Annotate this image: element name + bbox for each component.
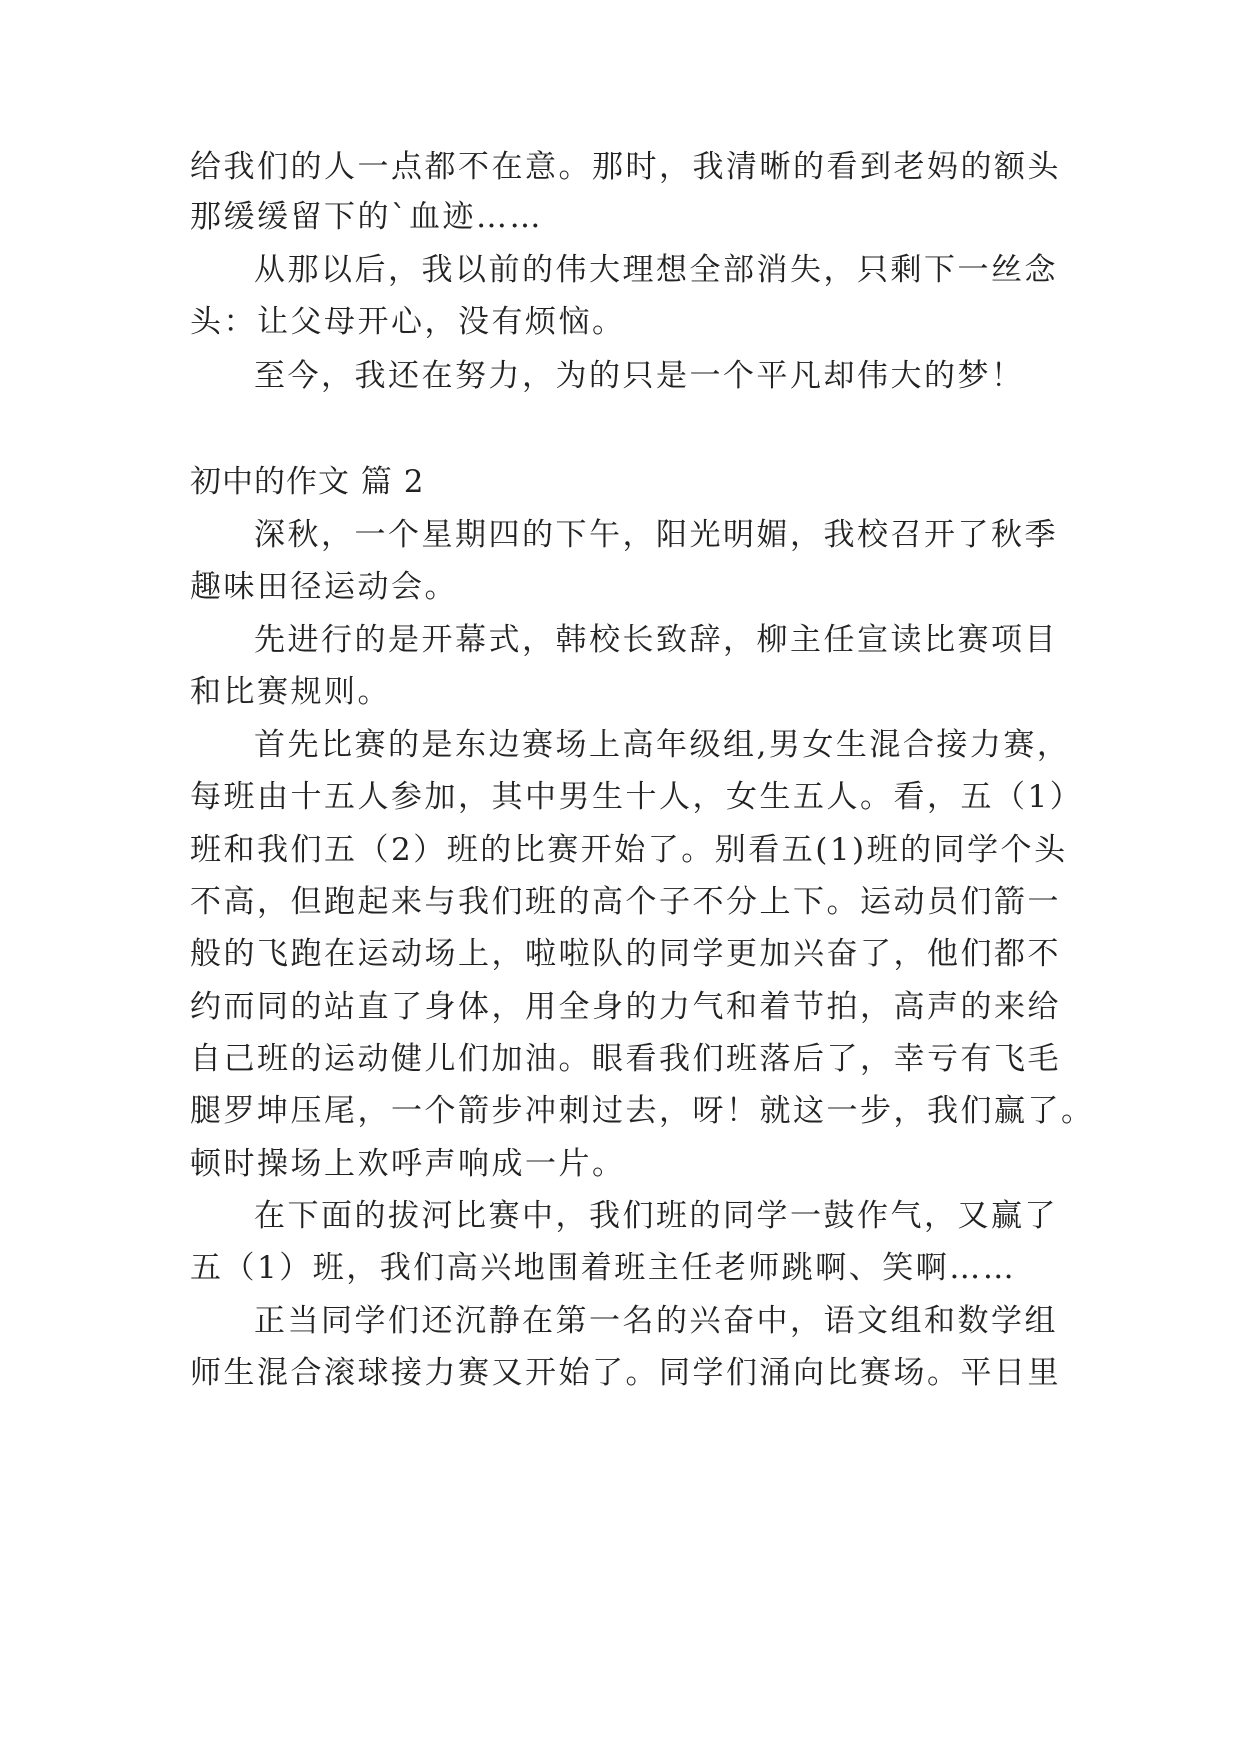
paragraph-start: 正当同学们还沉静在第一名的兴奋中，语文组和数学组 xyxy=(254,1303,1058,1339)
text-line: 趣味田径运动会。 xyxy=(190,569,458,605)
text-line: 和比赛规则。 xyxy=(190,674,391,710)
text-line: 班和我们五（2）班的比赛开始了。别看五(1)班的同学个头 xyxy=(190,832,1068,868)
text-line: 顿时操场上欢呼声响成一片。 xyxy=(190,1146,626,1182)
text-line: 约而同的站直了身体，用全身的力气和着节拍，高声的来给 xyxy=(190,989,1061,1025)
text-line: 自己班的运动健儿们加油。眼看我们班落后了，幸亏有飞毛 xyxy=(190,1041,1061,1077)
section-heading: 初中的作文 篇 2 xyxy=(190,464,425,500)
paragraph-start: 从那以后，我以前的伟大理想全部消失，只剩下一丝念 xyxy=(254,252,1058,288)
paragraph-start: 至今，我还在努力，为的只是一个平凡却伟大的梦！ xyxy=(254,358,1025,394)
text-line: 给我们的人一点都不在意。那时，我清晰的看到老妈的额头 xyxy=(190,149,1061,185)
text-line: 师生混合滚球接力赛又开始了。同学们涌向比赛场。平日里 xyxy=(190,1355,1061,1391)
paragraph-start: 深秋，一个星期四的下午，阳光明媚，我校召开了秋季 xyxy=(254,517,1058,553)
text-line: 头：让父母开心，没有烦恼。 xyxy=(190,304,626,340)
text-line: 腿罗坤压尾，一个箭步冲刺过去，呀！就这一步，我们赢了。 xyxy=(190,1093,1095,1129)
text-line: 每班由十五人参加，其中男生十人，女生五人。看，五（1） xyxy=(190,779,1084,815)
text-line: 不高，但跑起来与我们班的高个子不分上下。运动员们箭一 xyxy=(190,884,1061,920)
text-line: 五（1）班，我们高兴地围着班主任老师跳啊、笑啊…… xyxy=(190,1250,1017,1286)
paragraph-start: 先进行的是开幕式，韩校长致辞，柳主任宣读比赛项目 xyxy=(254,622,1058,658)
paragraph-start: 在下面的拔河比赛中，我们班的同学一鼓作气，又赢了 xyxy=(254,1198,1058,1234)
paragraph-start: 首先比赛的是东边赛场上高年级组,男女生混合接力赛， xyxy=(254,727,1071,763)
text-line: 般的飞跑在运动场上，啦啦队的同学更加兴奋了，他们都不 xyxy=(190,936,1061,972)
text-line: 那缓缓留下的`血迹…… xyxy=(190,199,543,235)
